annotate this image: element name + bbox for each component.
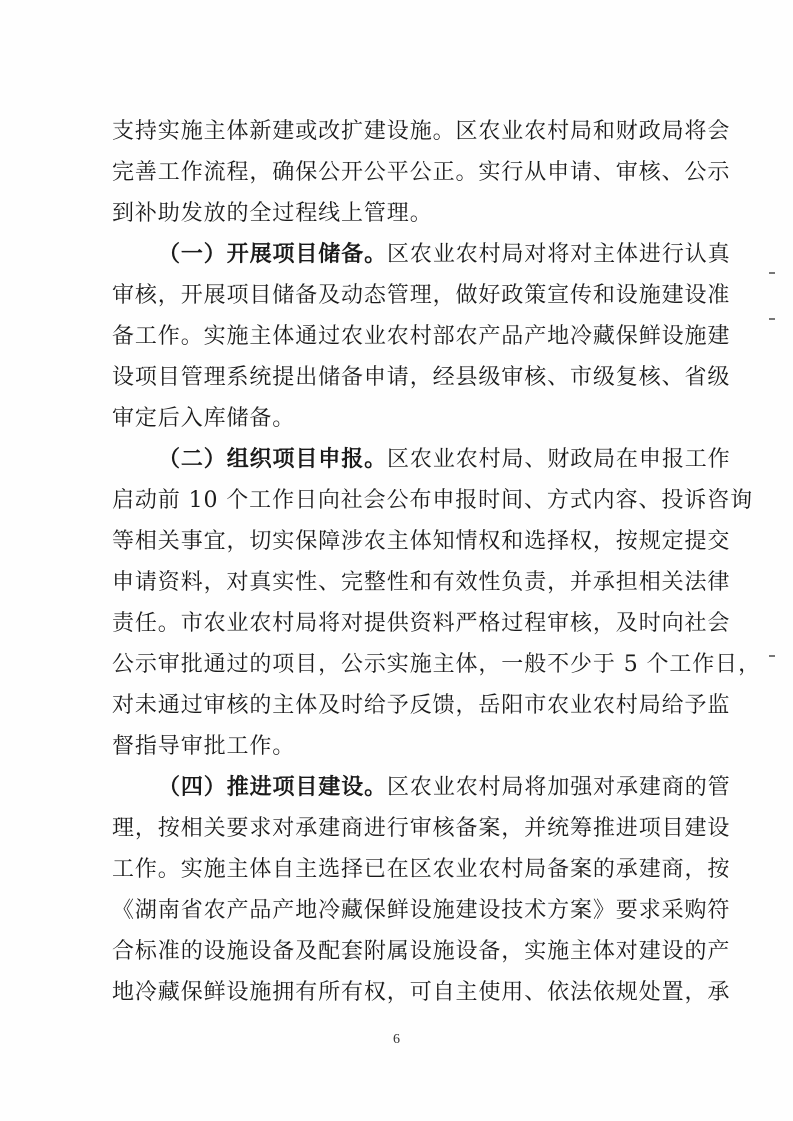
section-heading: （四）推进项目建设。 <box>158 775 388 800</box>
body-line: 《湖南省农产品产地冷藏保鲜设施建设技术方案》要求采购符 <box>112 898 731 923</box>
body-line: 申请资料，对真实性、完整性和有效性负责，并承担相关法律 <box>112 570 731 595</box>
body-line: 责任。市农业农村局将对提供资料严格过程审核，及时向社会 <box>112 611 731 636</box>
scan-mark <box>769 655 775 657</box>
body-line: 对未通过审核的主体及时给予反馈，岳阳市农业农村局给予监 <box>112 693 731 718</box>
body-line: 到补助发放的全过程线上管理。 <box>112 201 433 226</box>
body-line: 审核，开展项目储备及动态管理，做好政策宣传和设施建设准 <box>112 283 731 308</box>
body-line: 等相关事宜，切实保障涉农主体知情权和选择权，按规定提交 <box>112 529 731 554</box>
body-line: 设项目管理系统提出储备申请，经县级审核、市级复核、省级 <box>112 365 731 390</box>
body-line: 审定后入库储备。 <box>112 406 296 431</box>
body-line: 完善工作流程，确保公开公平公正。实行从申请、审核、公示 <box>112 160 731 185</box>
section-text: 区农业农村局对将对主体进行认真 <box>387 242 731 267</box>
body-line: 合标准的设施设备及配套附属设施设备，实施主体对建设的产 <box>112 939 731 964</box>
scan-mark <box>769 318 775 320</box>
body-line: 督指导审批工作。 <box>112 734 296 759</box>
section-heading: （二）组织项目申报。 <box>158 447 388 472</box>
section-first-line <box>158 440 731 480</box>
body-line: 理，按相关要求对承建商进行审核备案，并统筹推进项目建设 <box>112 816 731 841</box>
body-line: 地冷藏保鲜设施拥有所有权，可自主使用、依法依规处置，承 <box>112 980 731 1005</box>
scan-mark <box>769 272 775 274</box>
section-first-line <box>158 235 731 275</box>
section-text: 区农业农村局、财政局在申报工作 <box>387 447 731 472</box>
section-heading: （一）开展项目储备。 <box>158 242 388 267</box>
body-line: 启动前 10 个工作日向社会公布申报时间、方式内容、投诉咨询 <box>112 488 753 513</box>
section-text: 区农业农村局将加强对承建商的管 <box>387 775 731 800</box>
body-line: 公示审批通过的项目，公示实施主体，一般不少于 5 个工作日， <box>112 652 761 677</box>
body-line: 备工作。实施主体通过农业农村部农产品产地冷藏保鲜设施建 <box>112 324 731 349</box>
body-line: 支持实施主体新建或改扩建设施。区农业农村局和财政局将会 <box>112 119 731 144</box>
page-number: 6 <box>393 1032 400 1047</box>
body-line: 工作。实施主体自主选择已在区农业农村局备案的承建商，按 <box>112 857 731 882</box>
section-first-line <box>158 768 731 808</box>
